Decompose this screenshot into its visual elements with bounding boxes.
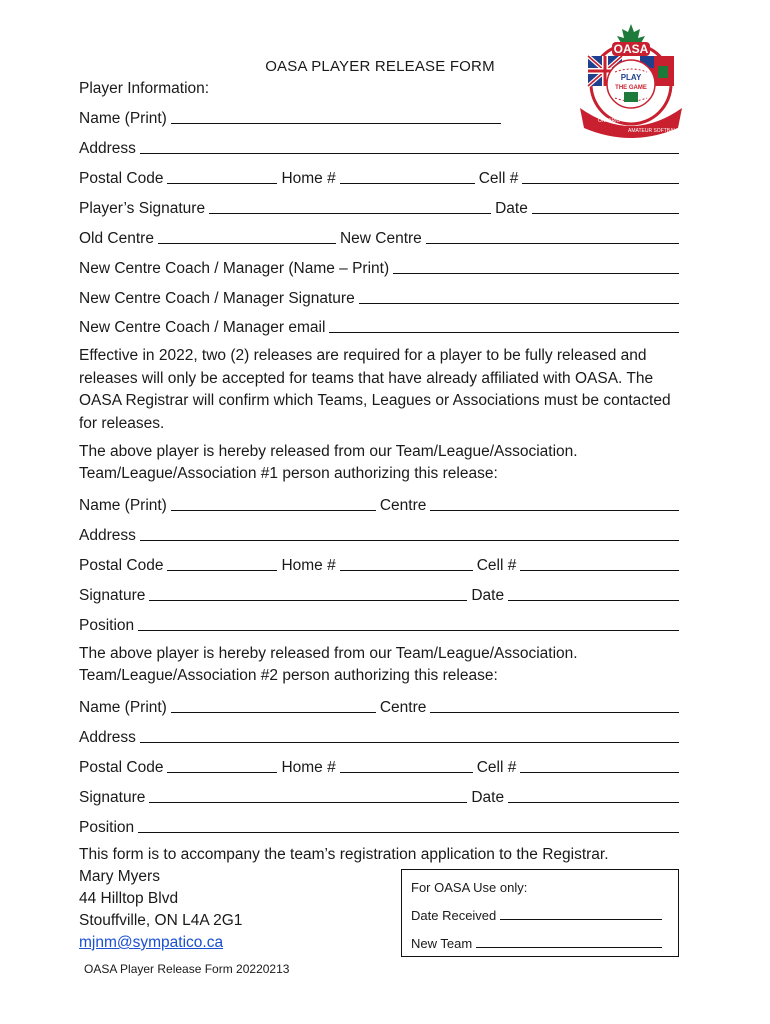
date-received-label: Date Received	[411, 908, 497, 923]
old-centre-field[interactable]	[158, 243, 336, 244]
player-name-field[interactable]	[171, 123, 501, 124]
r1-address-row	[79, 523, 679, 545]
player-postal-label: Postal Code	[79, 170, 164, 187]
player-date-label: Date	[495, 200, 528, 217]
r2-signature-row	[79, 785, 679, 807]
player-address-label: Address	[79, 140, 136, 157]
player-phone-row	[79, 166, 679, 188]
release-2-authorizer: Team/League/Association #2 person authorizing this release:	[79, 667, 498, 684]
r2-date-field[interactable]	[508, 802, 679, 803]
player-home-field[interactable]	[340, 183, 475, 184]
new-centre-label: New Centre	[339, 230, 422, 247]
r1-signature-field[interactable]	[149, 600, 467, 601]
player-address-field[interactable]	[140, 153, 679, 154]
r2-address-field[interactable]	[140, 742, 679, 743]
r2-date-label: Date	[471, 789, 505, 806]
registrar-city: Stouffville, ON L4A 2G1	[79, 912, 243, 929]
new-team-row	[411, 933, 662, 951]
r1-postal-field[interactable]	[167, 570, 277, 571]
player-cell-field[interactable]	[522, 183, 679, 184]
office-use-heading	[411, 877, 527, 895]
r2-centre-field[interactable]	[430, 712, 679, 713]
r1-postal-label: Postal Code	[79, 557, 164, 574]
player-signature-field[interactable]	[209, 213, 491, 214]
player-address-row	[79, 136, 679, 158]
new-centre-field[interactable]	[426, 243, 679, 244]
player-cell-label: Cell #	[478, 170, 519, 187]
r2-signature-field[interactable]	[149, 802, 467, 803]
date-received-field[interactable]	[500, 919, 662, 920]
r2-name-field[interactable]	[171, 712, 376, 713]
r1-date-field[interactable]	[508, 600, 679, 601]
registrar-email-link[interactable]: mjnm@sympatico.ca	[79, 934, 224, 951]
player-info-heading	[79, 76, 679, 98]
coach-email-row	[79, 315, 679, 337]
coach-name-row	[79, 256, 679, 278]
r1-home-field[interactable]	[340, 570, 473, 571]
player-postal-field[interactable]	[167, 183, 277, 184]
r1-centre-label: Centre	[379, 497, 427, 514]
r1-address-label: Address	[79, 527, 136, 544]
r1-position-field[interactable]	[138, 630, 679, 631]
coach-signature-row	[79, 286, 679, 308]
new-team-label: New Team	[411, 936, 473, 951]
r2-centre-label: Centre	[379, 699, 427, 716]
player-info-heading-text: Player Information:	[79, 80, 210, 97]
registrar-name: Mary Myers	[79, 868, 160, 885]
coach-email-field[interactable]	[329, 332, 679, 333]
r2-home-field[interactable]	[340, 772, 473, 773]
submission-note: This form is to accompany the team’s registration application to the Registrar.	[79, 846, 609, 863]
r2-position-label: Position	[79, 819, 135, 836]
coach-signature-label: New Centre Coach / Manager Signature	[79, 290, 355, 307]
r1-signature-row	[79, 583, 679, 605]
r1-cell-label: Cell #	[476, 557, 517, 574]
date-received-row	[411, 905, 662, 923]
r1-signature-label: Signature	[79, 587, 146, 604]
coach-email-label: New Centre Coach / Manager email	[79, 319, 326, 336]
r2-position-row	[79, 815, 679, 837]
r1-position-label: Position	[79, 617, 135, 634]
r2-postal-field[interactable]	[167, 772, 277, 773]
r2-cell-label: Cell #	[476, 759, 517, 776]
coach-name-label: New Centre Coach / Manager (Name – Print)	[79, 260, 390, 277]
registrar-email-row	[79, 932, 379, 955]
coach-name-field[interactable]	[393, 273, 679, 274]
player-name-row	[79, 106, 679, 128]
r2-signature-label: Signature	[79, 789, 146, 806]
player-home-label: Home #	[281, 170, 336, 187]
player-name-label: Name (Print)	[79, 110, 167, 127]
player-signature-label: Player’s Signature	[79, 200, 206, 217]
old-centre-label: Old Centre	[79, 230, 154, 247]
release-1-statement: The above player is hereby released from our Team/League/Association.	[79, 443, 578, 460]
r1-name-field[interactable]	[171, 510, 376, 511]
release-2-statement: The above player is hereby released from our Team/League/Association.	[79, 645, 578, 662]
r2-postal-label: Postal Code	[79, 759, 164, 776]
player-date-field[interactable]	[532, 213, 679, 214]
r1-cell-field[interactable]	[520, 570, 679, 571]
r1-name-row	[79, 493, 679, 515]
r2-address-row	[79, 725, 679, 747]
r2-cell-field[interactable]	[520, 772, 679, 773]
form-footer: OASA Player Release Form 20220213	[84, 962, 290, 976]
logo-center-text-1: PLAY	[620, 73, 642, 82]
coach-signature-field[interactable]	[359, 303, 679, 304]
release-1-authorizer: Team/League/Association #1 person authorizing this release:	[79, 465, 498, 482]
r1-home-label: Home #	[281, 557, 336, 574]
office-use-heading-text: For OASA Use only:	[411, 880, 528, 895]
form-title: OASA PLAYER RELEASE FORM	[265, 58, 495, 75]
r1-centre-field[interactable]	[430, 510, 679, 511]
r2-home-label: Home #	[281, 759, 336, 776]
r2-phone-row	[79, 755, 679, 777]
new-team-field[interactable]	[476, 947, 662, 948]
r2-name-label: Name (Print)	[79, 699, 167, 716]
r1-name-label: Name (Print)	[79, 497, 167, 514]
logo-ribbon-right: AMATEUR SOFTBALL	[628, 128, 680, 134]
r1-address-field[interactable]	[140, 540, 679, 541]
r1-date-label: Date	[471, 587, 505, 604]
r2-position-field[interactable]	[138, 832, 679, 833]
logo-center-text-2: THE GAME	[615, 85, 647, 91]
release-notice: Effective in 2022, two (2) releases are required for a player to be fully released and releases will only be accepted for teams that have already affiliated with OASA. The OASA Registrar will confirm which Teams, Leagues or Associations must be contacted for releases.	[79, 347, 671, 432]
r2-address-label: Address	[79, 729, 136, 746]
centre-row	[79, 226, 679, 248]
r2-name-row	[79, 695, 679, 717]
r1-position-row	[79, 613, 679, 635]
r1-phone-row	[79, 553, 679, 575]
logo-ribbon-left: ONTARIO	[598, 118, 621, 124]
registrar-street: 44 Hilltop Blvd	[79, 890, 179, 907]
logo-top-text: OASA	[613, 42, 649, 56]
player-signature-row	[79, 196, 679, 218]
